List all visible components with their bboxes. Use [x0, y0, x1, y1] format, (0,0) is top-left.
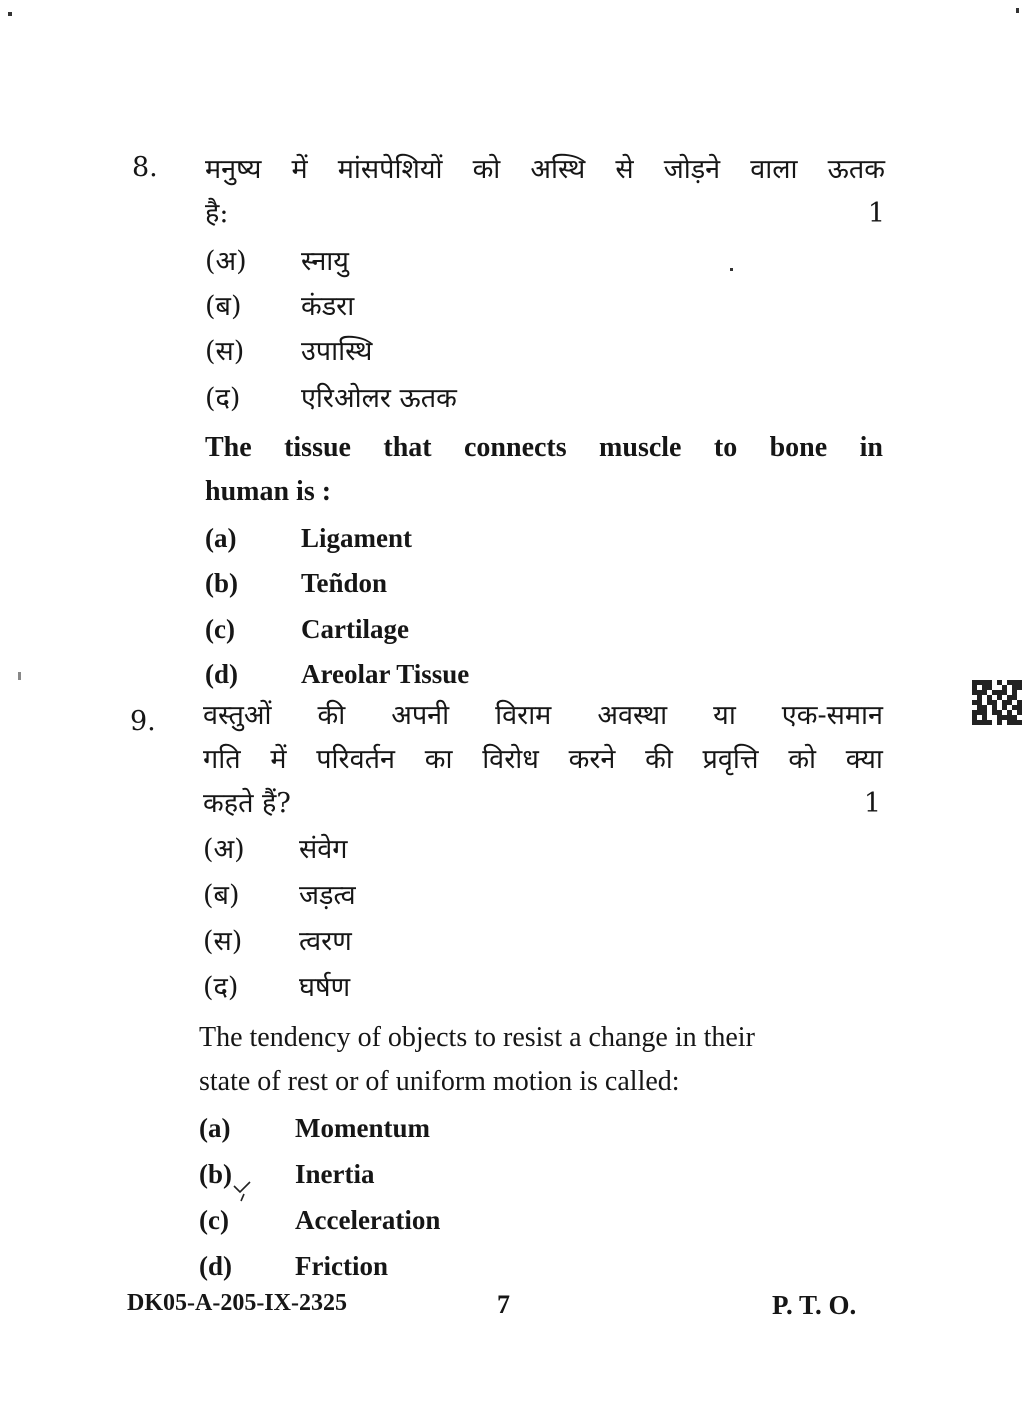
word: में	[270, 744, 287, 775]
check-mark-icon	[232, 1178, 254, 1202]
word: ऊतक	[827, 154, 885, 185]
marks-label: 1	[867, 198, 885, 229]
question-hindi-line	[203, 694, 883, 738]
word: से	[615, 154, 634, 185]
question-hindi-text: है:	[205, 198, 229, 229]
question-hindi-line	[203, 738, 883, 782]
word: अवस्था	[597, 700, 668, 731]
option-text: संवेग	[299, 834, 348, 865]
word: विराम	[495, 700, 552, 731]
word: bone	[769, 432, 828, 463]
word: एक-समान	[781, 700, 883, 731]
word: to	[713, 432, 738, 463]
word: गति	[203, 744, 241, 775]
option-label: (a)	[199, 1113, 231, 1143]
word: मांसपेशियों	[337, 154, 443, 185]
question-number: 8.	[132, 152, 158, 183]
option-text: एरिओलर ऊतक	[301, 383, 457, 414]
option-label: (स)	[203, 926, 243, 957]
option-label: (द)	[203, 972, 239, 1003]
question-english-line: state of rest or of uniform motion is called:	[199, 1066, 680, 1097]
word: विरोध	[482, 744, 539, 775]
word: वस्तुओं	[203, 700, 272, 731]
paper-code: DK05-A-205-IX-2325	[127, 1290, 347, 1316]
word: अस्थि	[530, 154, 586, 185]
scan-speck	[1016, 8, 1019, 13]
option-text: उपास्थि	[301, 336, 373, 367]
word: परिवर्तन	[316, 744, 395, 775]
scan-speck	[8, 12, 12, 16]
option-label: (b)	[199, 1159, 232, 1189]
question-hindi-line	[205, 148, 885, 192]
option-text: Acceleration	[295, 1205, 441, 1235]
question-english-line: The tendency of objects to resist a change in their	[199, 1022, 755, 1053]
option-text: कंडरा	[301, 291, 355, 322]
word: में	[291, 154, 308, 185]
option-label: (ब)	[205, 291, 242, 322]
word: की	[645, 744, 673, 775]
question-number: 9.	[130, 706, 156, 737]
word: या	[713, 700, 736, 731]
word: जोड़ने	[663, 154, 721, 185]
word: in	[859, 432, 883, 463]
word: वाला	[750, 154, 798, 185]
option-label: (द)	[205, 383, 241, 414]
word: को	[472, 154, 501, 185]
word: को	[788, 744, 817, 775]
option-text: स्नायु	[301, 246, 349, 277]
question-english-line: human is :	[205, 476, 332, 507]
marks-label: 1	[863, 788, 881, 819]
question-english-line	[205, 426, 883, 470]
word: क्या	[845, 744, 883, 775]
option-text: जड़त्व	[299, 880, 356, 911]
word: अपनी	[391, 700, 450, 731]
option-label: (c)	[199, 1205, 229, 1235]
scan-speck	[730, 268, 733, 271]
word: muscle	[599, 432, 682, 463]
word: प्रवृत्ति	[702, 744, 759, 775]
question-hindi-line	[205, 192, 885, 236]
word: that	[383, 432, 432, 463]
option-text: Teñdon	[301, 568, 388, 598]
qr-code-icon	[972, 680, 1022, 726]
word: The	[205, 432, 252, 463]
option-label: (स)	[205, 336, 245, 367]
option-text: Inertia	[295, 1159, 375, 1189]
option-text: Momentum	[295, 1113, 430, 1143]
option-label: (d)	[205, 659, 238, 689]
question-hindi-line	[203, 782, 881, 826]
word: मनुष्य	[205, 154, 262, 185]
question-hindi-text: कहते हैं?	[203, 788, 291, 819]
option-label: (अ)	[203, 834, 245, 865]
option-label: (d)	[199, 1251, 232, 1281]
option-text: घर्षण	[299, 972, 351, 1003]
option-text: त्वरण	[299, 926, 352, 957]
option-text: Ligament	[301, 523, 412, 553]
option-label: (a)	[205, 523, 237, 553]
word: की	[317, 700, 346, 731]
option-label: (b)	[205, 568, 238, 598]
page-number: 7	[497, 1290, 510, 1319]
please-turn-over: P. T. O.	[772, 1290, 857, 1320]
option-label: (ब)	[203, 880, 240, 911]
option-label: (c)	[205, 614, 235, 644]
option-text: Cartilage	[301, 614, 409, 644]
option-label: (अ)	[205, 246, 247, 277]
option-text: Areolar Tissue	[301, 659, 470, 689]
scan-speck	[18, 672, 21, 680]
word: करने	[568, 744, 616, 775]
word: connects	[464, 432, 567, 463]
word: का	[424, 744, 453, 775]
option-text: Friction	[295, 1251, 388, 1281]
word: tissue	[284, 432, 351, 463]
